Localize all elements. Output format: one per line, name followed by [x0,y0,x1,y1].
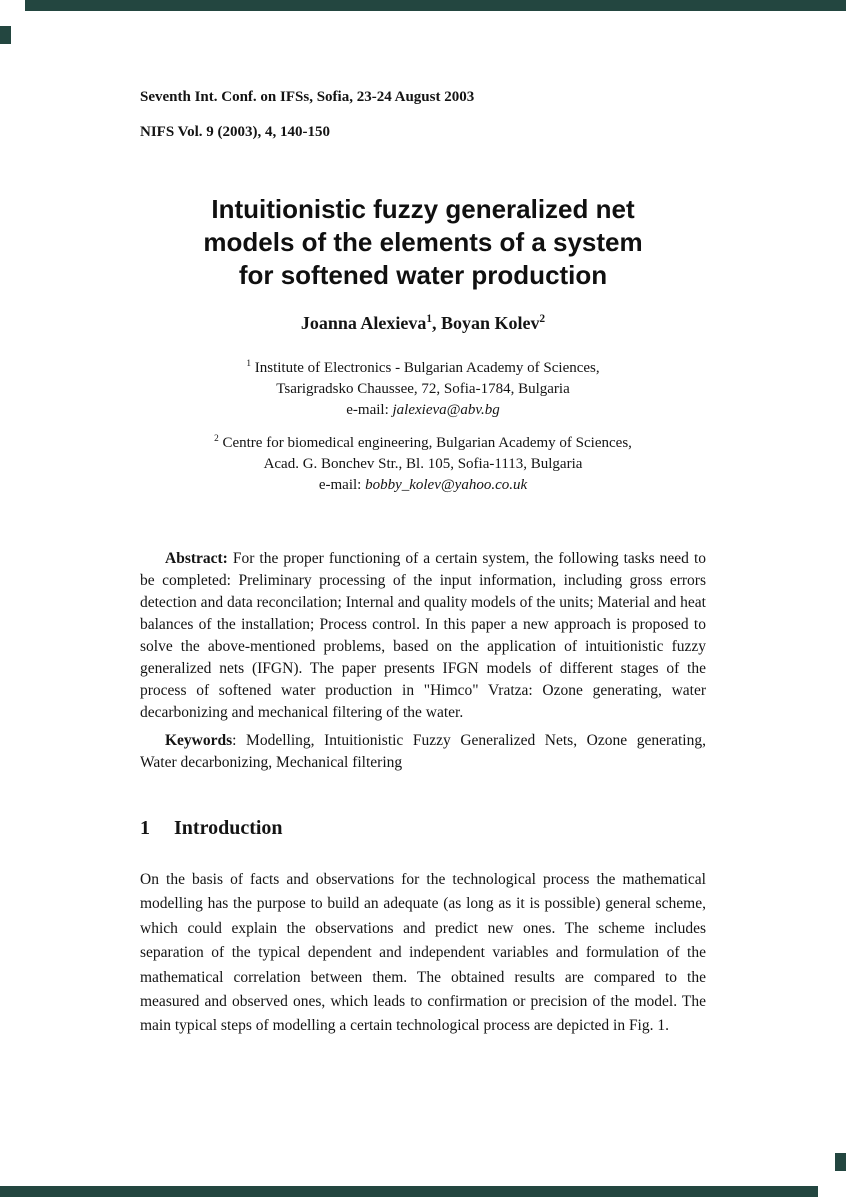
affiliation-1-institute: Institute of Electronics - Bulgarian Academy of Sciences, [254,360,600,376]
introduction-paragraph: On the basis of facts and observations for the technological process the mathematical modelling has the purpose to build an adequate (as long as it is possible) general scheme, which could explain the observations and predict new ones. The scheme includes separation of the typical dependent and independent variables and formulation of the mathematical correlation between them. The obtained results are compared to the measured and observed ones, which leads to confirmation or precision of the model. The main typical steps of modelling a certain technological process are depicted in Fig. 1. [140,871,706,1035]
paper-title [140,193,706,292]
page-content [140,88,706,1039]
paper-title-line-3: for softened water production [238,260,608,290]
section-1-heading [140,816,706,840]
abstract-label: Abstract: [165,550,228,567]
section-1-title: Introduction [174,817,283,839]
scan-artifact-left-square [0,26,11,44]
author-2-affiliation-marker: 2 [539,313,546,325]
author-2-name: Boyan Kolev [441,313,540,333]
affiliation-2 [140,433,706,496]
affiliation-2-marker: 2 [214,434,219,444]
author-1-affiliation-marker: 1 [426,313,432,325]
conference-header: Seventh Int. Conf. on IFSs, Sofia, 23-24 August 2003 [140,89,475,105]
affiliation-2-line-1 [140,433,706,454]
abstract-text: For the proper functioning of a certain system, the following tasks need to be completed: Preliminary processing of the input information, including gross errors detection and data reconcilation; Internal and quality models of the units; Material and heat balances of the installation; Process control. In this paper a new approach is proposed to solve the above-mentioned problems, based on the application of intuitionistic fuzzy generalized nets (IFGN). The paper presents IFGN models of different stages of the process of softened water production in "Himco" Vratza: Ozone generating, water decarbonizing and mechanical filtering of the water. [140,550,706,721]
affiliation-1-email-label: e-mail: [346,402,389,418]
author-1-name: Joanna Alexieva [300,313,427,333]
authors-separator: , [432,313,441,333]
keywords-label: Keywords [165,732,233,749]
scan-artifact-bottom-bar [0,1186,818,1197]
affiliation-1-email-line [140,400,706,421]
affiliation-1-marker: 1 [246,359,251,369]
abstract-paragraph [140,548,706,724]
affiliation-1-line-1 [140,358,706,379]
paper-title-line-2: models of the elements of a system [203,227,643,257]
affiliation-1-email: jalexieva@abv.bg [392,402,500,418]
affiliation-1 [140,358,706,421]
volume-header: NIFS Vol. 9 (2003), 4, 140-150 [140,124,331,140]
keywords-paragraph [140,730,706,774]
affiliation-2-email-line [140,475,706,496]
authors-line [140,312,706,334]
affiliation-1-address: Tsarigradsko Chaussee, 72, Sofia-1784, Bulgaria [276,381,570,397]
paper-title-line-1: Intuitionistic fuzzy generalized net [211,194,635,224]
affiliation-2-email: bobby_kolev@yahoo.co.uk [365,477,528,493]
scan-artifact-right-square [835,1153,846,1171]
scan-artifact-top-bar [25,0,846,11]
affiliation-2-email-label: e-mail: [318,477,362,493]
section-1-number: 1 [140,817,150,839]
affiliation-2-institute: Centre for biomedical engineering, Bulgarian Academy of Sciences, [222,435,632,451]
keywords-text: : Modelling, Intuitionistic Fuzzy Generalized Nets, Ozone generating, Water decarbonizing, Mechanical filtering [140,732,706,771]
affiliation-2-address: Acad. G. Bonchev Str., Bl. 105, Sofia-1113, Bulgaria [263,456,583,472]
